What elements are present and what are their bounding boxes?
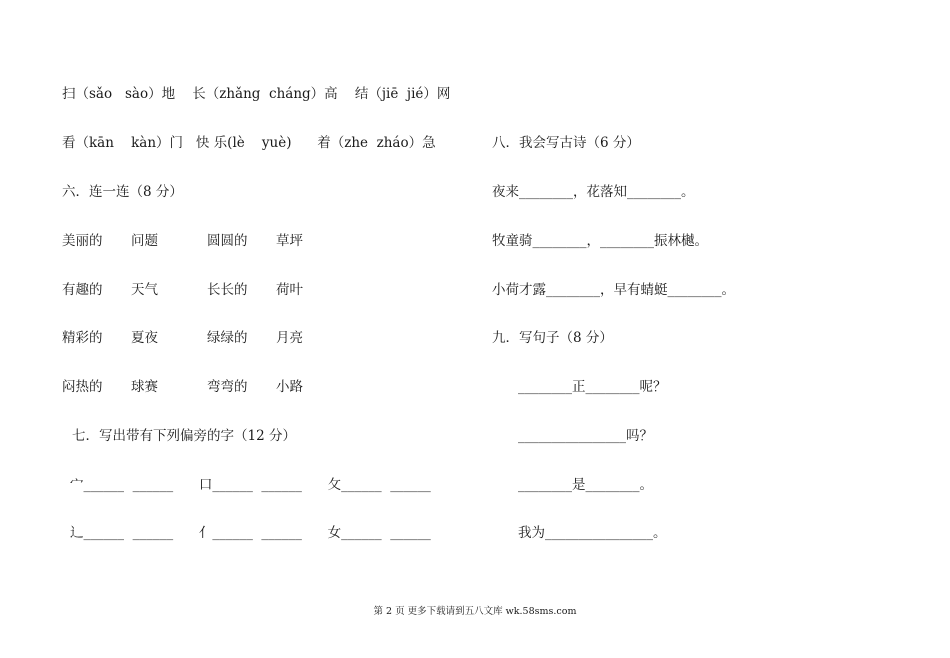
section-9-title: 九．写句子（8 分） xyxy=(492,330,613,346)
match-word: 草坪 xyxy=(276,233,303,249)
radical-row-2: 辶______ ______ 亻______ ______ 女______ ______ xyxy=(70,525,431,541)
section-8-title: 八．我会写古诗（6 分） xyxy=(492,135,640,151)
poem-line-1: 夜来________，花落知________。 xyxy=(492,184,695,200)
section-6-title: 六．连一连（8 分） xyxy=(62,184,183,200)
match-word: 精彩的 xyxy=(62,330,103,346)
match-word: 闷热的 xyxy=(62,379,103,395)
match-word: 天气 xyxy=(131,282,158,298)
match-word: 长长的 xyxy=(207,282,248,298)
match-word: 荷叶 xyxy=(276,282,303,298)
poem-line-2: 牧童骑________，________振林樾。 xyxy=(492,233,708,249)
sentence-2: ________________吗？ xyxy=(518,428,653,444)
sentence-4: 我为________________。 xyxy=(518,525,667,541)
sentence-1: ________正________呢？ xyxy=(518,379,667,395)
section-7-title: 七．写出带有下列偏旁的字（12 分） xyxy=(72,428,296,444)
match-word: 美丽的 xyxy=(62,233,103,249)
pinyin-row-1: 扫（sǎo sào）地 长（zhǎng cháng）高 结（jiē jié）网 xyxy=(62,86,451,102)
match-word: 球赛 xyxy=(131,379,158,395)
poem-line-3: 小荷才露________，早有蜻蜓________。 xyxy=(492,282,735,298)
sentence-3: ________是________。 xyxy=(518,477,653,493)
page-footer: 第 2 页 更多下载请到五八文库 wk.58sms.com xyxy=(373,606,577,617)
match-word: 有趣的 xyxy=(62,282,103,298)
radical-row-1: 宀______ ______ 口______ ______ 攵______ ______ xyxy=(70,477,431,493)
match-word: 小路 xyxy=(276,379,303,395)
match-word: 问题 xyxy=(131,233,158,249)
match-word: 圆圆的 xyxy=(207,233,248,249)
match-word: 夏夜 xyxy=(131,330,158,346)
match-word: 弯弯的 xyxy=(207,379,248,395)
match-word: 月亮 xyxy=(276,330,303,346)
match-word: 绿绿的 xyxy=(207,330,248,346)
pinyin-row-2: 看（kān kàn）门 快 乐(lè yuè) 着（zhe zháo）急 xyxy=(62,135,436,151)
